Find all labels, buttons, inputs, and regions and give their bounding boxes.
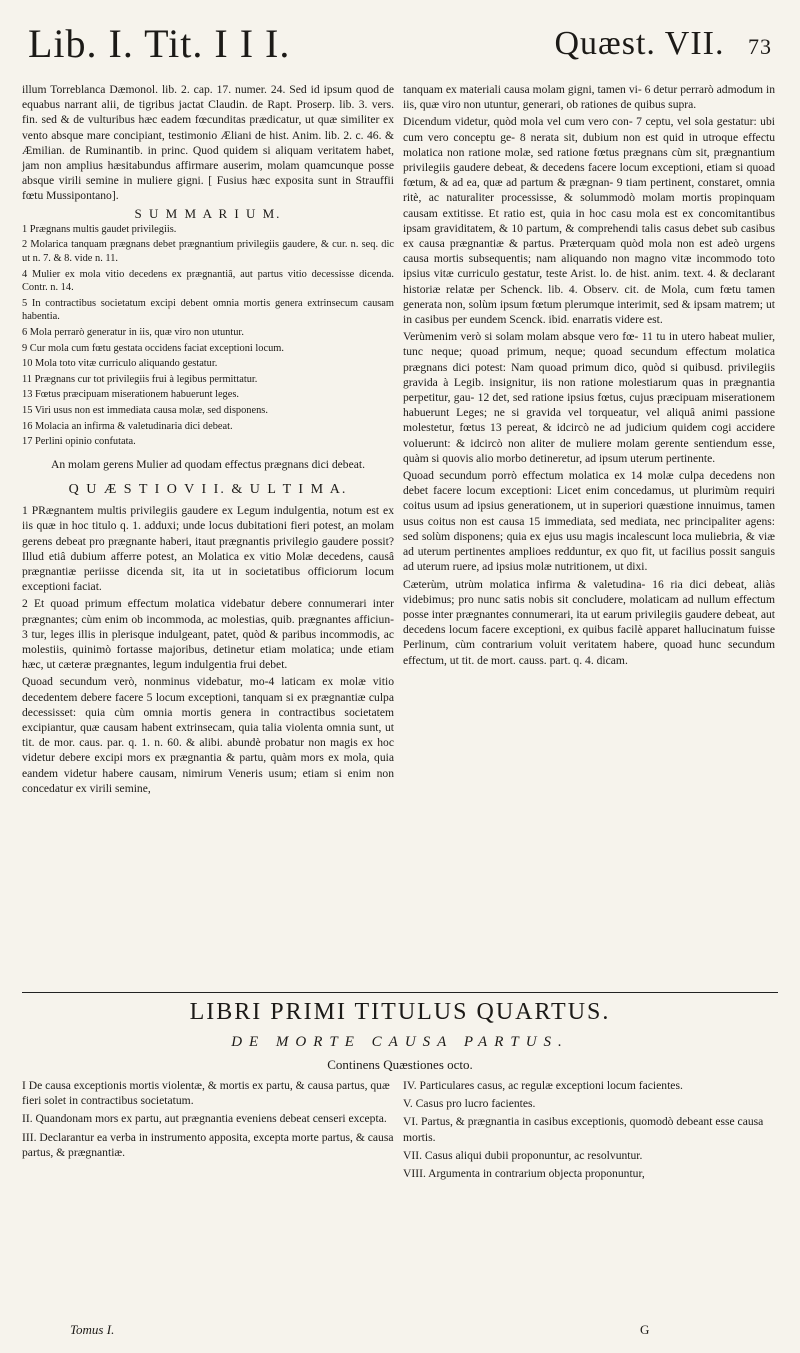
body-paragraph: 2 Et quoad primum effectum molatica videbatur debere connumerari inter prægnantes; cùm enim ob incommoda, ac molestias, quib. prægnantes afficiun-3 tur, leges illis in plerisque indulgeant, patet, quòd & paribus incommodis, ac molestiis, quinimò fortasse majoribus, detinetur etiam molatica; unde etiam hæc, ut cæteræ prægnantes, legum indulgentia frui debet. (22, 597, 394, 672)
contents-label: Continens Quæstiones octo. (327, 1057, 473, 1072)
summarium-item: 4 Mulier ex mola vitio decedens ex prægnantiâ, aut partus vitio decessisse dicenda. Contr. n. 14. (22, 268, 394, 294)
book-subtitle: DE MORTE CAUSA PARTUS. (231, 1034, 569, 1050)
right-column (403, 82, 775, 668)
toc-entry: I De causa exceptionis mortis violentæ, & mortis ex partu, & causa partus, quæ fieri solet in contractibus societatum. (22, 1079, 390, 1108)
running-header (28, 18, 772, 70)
signature-mark: G (640, 1322, 650, 1337)
summarium-item: 1 Prægnans multis gaudet privilegiis. (22, 223, 177, 235)
summarium-list (22, 223, 394, 449)
toc-left (22, 1078, 394, 1163)
body-paragraph: 1 PRægnantem multis privilegiis gaudere ex Legum indulgentia, notum est ex iis quæ in hoc titulo q. 1. adduxi; unde locus dubitationi fieri potest, an molam gerens debeat pro prægnante haberi, itaut prægnantis privilegio gaudere possit? Illud etiâ dubium afferre potest, an Molatica ex vitio Molæ decedens, causâ prægnantiæ periisse dicenda sit, ita ut in societatibus officiorum locum exceptioni faciat. (22, 504, 394, 594)
toc-right (403, 1078, 775, 1184)
body-paragraph: Verùmenim verò si solam molam absque vero fœ- 11 tu in utero habeat mulier, tunc neque; quoad primum, neque; quoad secundum effectum molatica prægnans dici potest: Nam quoad primum dico, quòd si quibusd. privilegiis gravida à Legib. insignitur, iis non ratione molestiarum quas in prægnantia perpetitur, gau- 12 det, sed ratione ipsius fœtus, cujus præcipuam miserationem habuerunt Leges; ne si gravida vel torqueatur, vel aliquâ animi passione molestetur, fœtus 13 pereat, & idcircò ne ad judicium quidem cogi accidere voluerunt: & idcircò non aliter de muliere molam gerente sentiendum esse, quàm si quovis alio morbo detineretur, ad ipsum uterum pertinente. (403, 330, 775, 465)
body-paragraph: Quoad secundum porrò effectum molatica ex 14 molæ culpa decedens non debet facere locum exceptioni: Licet enim concedamus, ut plurimùm requiri coitus usum ad ipsius generationem, ut in superiori quæstione innuimus, tamen usus coitus non est causa 15 immediata, sed mediata, nec principaliter agens: sed solùm disponens; quia ex ejus usu magis incalescunt loca muliebria, & viæ ad uterum pertinentes amplioes redduntur, ex quo fit, ut facilius possit sanguis ad uterum ruere, ad ipsius molæ nutritionem, ut dixi. (403, 469, 775, 574)
summarium-item: 6 Mola perrarò generatur in iis, quæ viro non utuntur. (22, 326, 244, 338)
toc-entry: VII. Casus aliqui dubii proponuntur, ac resolvuntur. (403, 1148, 643, 1162)
toc-entry: V. Casus pro lucro facientes. (403, 1097, 536, 1111)
body-paragraph: Dicendum videtur, quòd mola vel cum vero con- 7 ceptu, vel sola gestatur: ubi cum vero conceptu ge- 8 nerata sit, dubium non est quid in utroque effectu molatica non ratione molæ, sed ratione fœtus prægnans cùm sit, prægnantium privilegiis gaudere debeat, & decedens facere locum exceptioni, etiam si quoad fœtum, & ad ea, quæ ad partum & prægnan- 9 tiam pertinent, constaret, omnia ritè, ac naturaliter processisse, & solummodò molam mortis propinquam causam extitisse. Et ratio est, quia in hoc casu mola est ex concomitantibus ipsam graviditatem, & 10 partum, & comprehendi talis casus debet sub casibus ex causa prægnantiæ & partus. Præterquam quòd mola non est adeò urgens causa mortis subsequentis; nam aliquando non magno vitæ incommodo toto ipsius vitæ curriculo gestatur, teste Arist. lo. de hist. anim. text. 4. & declarant historiæ relatæ per Schenck. lib. 4. Observ. cit. de Mola, cum fœtu tamen generata non, solùm ipsum fœtum plerumque interimit, sed & ipsam matrem; ut in casibus per eundem Scenck. ibid. enarratis videre est. (403, 115, 775, 327)
question-title: An molam gerens Mulier ad quodam effectus prægnans dici debeat. (50, 457, 366, 471)
toc-entry: IV. Particulares casus, ac regulæ exceptioni locum facientes. (403, 1079, 683, 1092)
summarium-item: 11 Prægnans cur tot privilegiis frui à legibus permittatur. (22, 373, 258, 385)
tomus-label: Tomus I. (70, 1322, 115, 1337)
toc-entry: III. Declarantur ea verba in instrumento apposita, excepta morte partus, & causa partus, & prægnantiæ. (22, 1130, 394, 1159)
summarium-title: S U M M A R I U M. (134, 205, 282, 221)
question-heading: Q U Æ S T I O V I I. & U L T I M A. (68, 481, 348, 497)
summarium-item: 15 Viri usus non est immediata causa molæ, sed disponens. (22, 404, 268, 416)
summarium-item: 9 Cur mola cum fœtu gestata occidens faciat exceptioni locum. (22, 342, 284, 354)
toc-entry: VI. Partus, & prægnantia in casibus exceptionis, quomodò debeant esse causa mortis. (403, 1115, 764, 1144)
summarium-item: 13 Fœtus præcipuam miserationem habuerunt leges. (22, 389, 240, 401)
page-number: 73 (748, 34, 772, 59)
toc-entry: II. Quandonam mors ex partu, aut prægnantia eveniens debeat censeri excepta. (22, 1112, 387, 1126)
body-paragraph: Quoad secundum verò, nonminus videbatur, mo-4 laticam ex molæ vitio decedentem debere facere 5 locum exceptioni, tanquam si ex prægnantiæ culpa decessisset: quia cùm omnia mortis genera in contractibus societatem excipiantur, quæ causam habent extrinsecam, quia talia violenta omnia sunt, ut tit. de mor. caus. par. q. 1. n. 60. & alibi. abundè probatur non magis ex hoc videtur debere excipi mors ex prægnantia & partu, quàm mors ex mola, quia eandem videtur habere causam, nimirum Veneris usum; etiam si enim non concedatur ex virili semine, (22, 675, 394, 795)
toc-entry: VIII. Argumenta in contrarium objecta proponuntur, (403, 1167, 645, 1181)
divider-rule (22, 992, 778, 993)
summarium-item: 2 Molarica tanquam prægnans debet prægnantium privilegiis gaudere, & cur. n. seq. dic ut n. 7. & 8. vide n. 11. (22, 239, 394, 265)
intro-paragraph: illum Torreblanca Dæmonol. lib. 2. cap. 17. numer. 24. Sed id ipsum quod de equabus narrant alii, de tigribus jactat Claudin. de Rapt. Proserp. lib. 3. vers. fin. sed & de vulturibus hæc eadem fœcunditas prædicatur, ut quæ similiter ex vento absque mare concipiant, testimonio Æliani de hist. Anim. lib. 2. c. 46. & Æmilian. de Ruminantib. in princ. Quod quidem si aliquam veritatem habet, jam non amplius hæsitabundus affirmare auserim, molam quamcunque posse absque virili semine in muliere gigni. [ Fusius hæc exposita sunt in Strauffii fœtu Mussipontano]. (22, 83, 394, 203)
body-paragraph: Cæterùm, utrùm molatica infirma & valetudina- 16 ria dici debeat, aliàs videbimus; pro nunc satis nobis sit concludere, molaticam ad nullum effectum posse inter prægnantes connumerari, ita ut earum privilegiis gaudere debeat, aut decedens locum facere exceptioni, ex quibus facilè apparet hallucinatum fuisse Perlinum, cùm contrarium voluit veritatem habere, quoad hunc secundum effectum, ut tit. de mort. causs. part. q. 4. dicam. (403, 577, 775, 667)
summarium-item: 17 Perlini opinio confutata. (22, 436, 136, 448)
summarium-item: 16 Molacia an infirma & valetudinaria dici debeat. (22, 420, 233, 432)
header-question (555, 18, 773, 73)
summarium-item: 5 In contractibus societatum excipi debent omnia mortis genera extrinsecum causam habentia. (22, 297, 394, 323)
header-question-label: Quæst. VII. (554, 25, 725, 62)
header-book-title: Lib. I. Tit. I I I. (28, 21, 291, 66)
left-column (22, 82, 394, 796)
summarium-item: 10 Mola toto vitæ curriculo aliquando gestatur. (22, 358, 218, 370)
book-heading: LIBRI PRIMI TITULUS QUARTUS. (189, 999, 611, 1025)
body-paragraph: tanquam ex materiali causa molam gigni, tamen vi- 6 detur perrarò admodum in iis, quæ viro non utuntur, generari, ob rationes de quibus supra. (403, 83, 775, 112)
